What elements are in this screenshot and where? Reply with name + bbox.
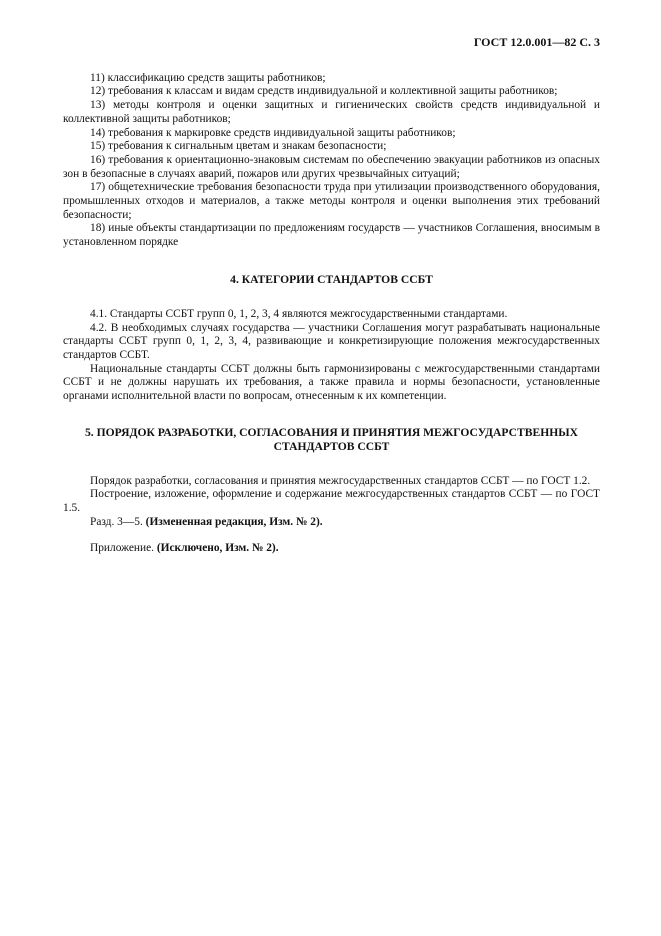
list-item: 15) требования к сигнальным цветам и знакам безопасности; [90, 140, 387, 153]
amendment-prefix: Разд. 3—5. [90, 515, 146, 528]
list-item: 16) требования к ориентационно-знаковым системам по обеспечению эвакуации работников из опасных зон в безопасные в случаях аварий, пожаров или других чрезвычайных ситуаций; [63, 153, 600, 180]
requirements-list [63, 72, 600, 250]
list-item: 12) требования к классам и видам средств индивидуальной и коллективной защиты работников; [90, 85, 558, 98]
running-head: ГОСТ 12.0.001—82 С. 3 [473, 35, 600, 49]
paragraph: Порядок разработки, согласования и принятия межгосударственных стандартов ССБТ — по ГОСТ 1.2. [90, 474, 591, 487]
paragraph: Построение, изложение, оформление и содержание межгосударственных стандартов ССБТ — по ГОСТ 1.5. [63, 488, 600, 515]
document-page [63, 36, 600, 555]
amendment-note [63, 516, 600, 530]
paragraph: 4.2. В необходимых случаях государства — участники Соглашения могут разрабатывать национальные стандарты ССБТ групп 0, 1, 2, 3, 4, развивающие и конкретизирующие положения межгосударственных стандартов ССБТ. [63, 321, 600, 361]
section-5-body [63, 475, 600, 530]
appendix-prefix: Приложение. [90, 541, 157, 554]
list-item: 14) требования к маркировке средств индивидуальной защиты работников; [90, 126, 456, 139]
section-5-heading: 5. ПОРЯДОК РАЗРАБОТКИ, СОГЛАСОВАНИЯ И ПРИНЯТИЯ МЕЖГОСУДАРСТВЕННЫХ СТАНДАРТОВ ССБТ [85, 425, 578, 453]
paragraph: Национальные стандарты ССБТ должны быть гармонизированы с межгосударственными стандартами ССБТ и не должны нарушать их требования, а также правила и нормы безопасности, установленные органами исполнительной власти по вопросам, отнесенным к их компетенции. [63, 362, 600, 403]
section-4-body [63, 308, 600, 404]
list-item: 17) общетехнические требования безопасности труда при утилизации производственного оборудования, промышленных отходов и материалов, а также методы контроля и оценки выполнения этих требований безопасности; [63, 181, 600, 221]
section-4-heading: 4. КАТЕГОРИИ СТАНДАРТОВ ССБТ [230, 272, 433, 286]
paragraph: 4.1. Стандарты ССБТ групп 0, 1, 2, 3, 4 являются межгосударственными стандартами. [90, 307, 508, 320]
list-item: 18) иные объекты стандартизации по предложениям государств — участников Соглашения, вносимым в установленном порядке [63, 222, 600, 249]
appendix-note [63, 542, 600, 556]
amendment-bold: (Измененная редакция, Изм. № 2). [145, 515, 323, 528]
list-item: 11) классификацию средств защиты работников; [90, 71, 326, 84]
appendix-bold: (Исключено, Изм. № 2). [156, 541, 279, 554]
list-item: 13) методы контроля и оценки защитных и гигиенических свойств средств индивидуальной и коллективной защиты работников; [63, 99, 600, 125]
